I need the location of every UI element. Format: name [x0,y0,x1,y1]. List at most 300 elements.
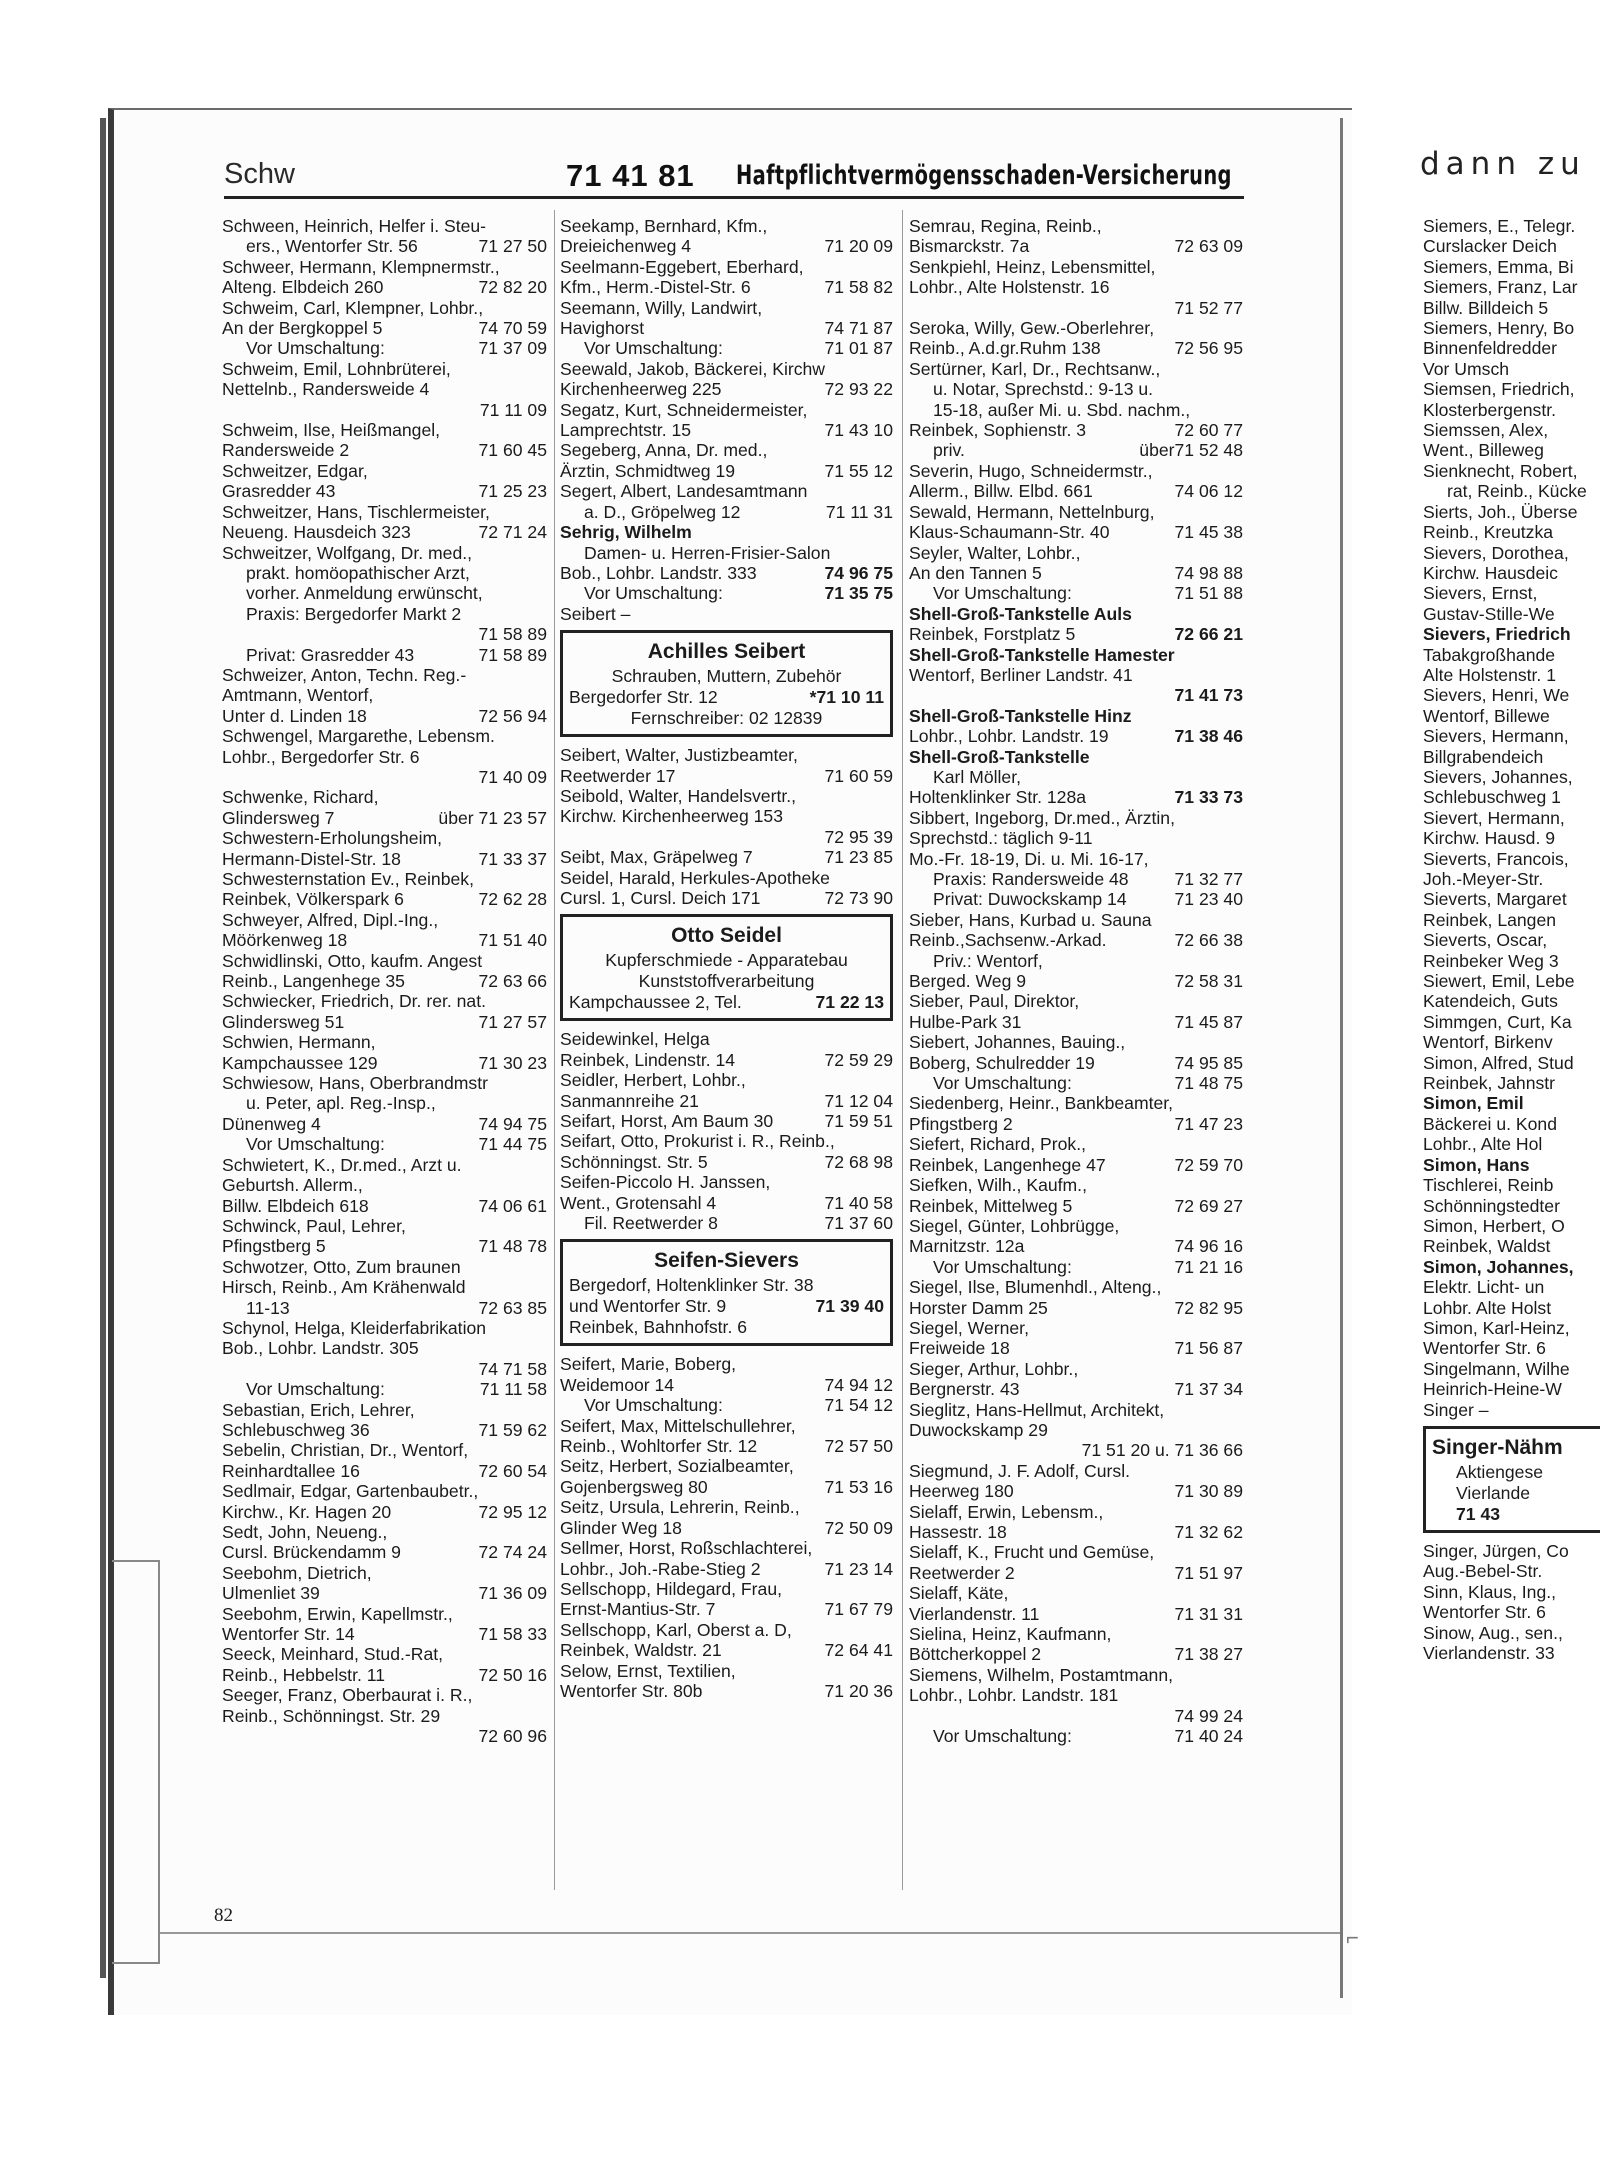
listing-text: Vor Umschaltung: [246,338,385,359]
listing-text: Karl Möller, [933,766,1021,787]
listing-line [222,563,547,583]
ad-phone: 71 22 13 [815,992,884,1013]
listing-text: Seebohm, Erwin, Kapellmstr., [222,1603,453,1624]
listing-line [1423,1257,1600,1277]
listing-line [909,1216,1243,1236]
listing-line [560,1131,893,1151]
listing-line [1423,1298,1600,1318]
listing-phone: 72 74 24 [478,1542,547,1563]
listing-text: ers., Wentorfer Str. 56 [246,236,418,257]
listing-text: Duwockskamp 29 [909,1419,1048,1440]
listing-phone: 71 23 40 [1174,889,1243,910]
listing-text: Dreieichenweg 4 [560,236,692,257]
listing-text: Seeger, Franz, Oberbaurat i. R., [222,1685,473,1706]
listing-line [222,787,547,807]
listing-line [909,1706,1243,1726]
listing-line [222,604,547,624]
listing-text: Schwengel, Margarethe, Lebensm. [222,726,495,747]
listing-phone: 72 60 96 [478,1726,547,1747]
ad-line: Schrauben, Muttern, Zubehör [611,666,842,687]
listing-text: Siefert, Richard, Prok., [909,1134,1086,1155]
listing-text: Holtenklinker Str. 128a [909,787,1087,808]
listing-line [1423,522,1600,542]
listing-line [1423,1318,1600,1338]
listing-line [909,1338,1243,1358]
listing-text: Seifart, Otto, Prokurist i. R., Reinb., [560,1131,835,1152]
listing-text: Semrau, Regina, Reinb., [909,216,1102,236]
listing-phone: 71 11 58 [479,1379,547,1400]
listing-text: Schwotzer, Otto, Zum braunen [222,1256,461,1277]
listing-text: Schweitzer, Wolfgang, Dr. med., [222,542,473,563]
listing-text: Sehrig, Wilhelm [560,522,692,543]
listing-phone: 71 59 62 [478,1419,547,1440]
listing-line [222,1114,547,1134]
listing-text: Berged. Weg 9 [909,971,1027,992]
listing-line [222,930,547,950]
listing-phone: 71 20 09 [824,236,893,257]
listing-text: Vierlandenstr. 11 [909,1603,1040,1624]
listing-line [1423,277,1600,297]
listing-line [909,440,1243,460]
listing-text: Sebelin, Christian, Dr., Wentorf, [222,1440,469,1461]
listing-line [560,1050,893,1070]
listing-text: Schönningst. Str. 5 [560,1151,708,1172]
listing-line [1423,1379,1600,1399]
listing-line [222,1706,547,1726]
listing-text: Seidel, Harald, Herkules-Apotheke [560,867,830,888]
listing-text: Wentorfer Str. 6 [1423,1338,1546,1359]
listing-text: vorher. Anmeldung erwünscht, [246,583,483,604]
listing-line [909,1542,1243,1562]
listing-phone: 72 93 22 [824,379,893,400]
listing-line [560,1620,893,1640]
listing-phone: 72 82 20 [478,277,547,298]
listing-phone: 71 30 23 [478,1052,547,1073]
listing-phone: 71 36 09 [478,1583,547,1604]
listing-line [560,868,893,888]
listing-line [909,604,1243,624]
listing-text: Segeberg, Anna, Dr. med., [560,440,768,461]
listing-phone: 71 51 97 [1174,1562,1243,1583]
listing-text: Siemssen, Alex, [1423,420,1549,441]
listing-line [222,951,547,971]
listing-line [1423,236,1600,256]
listing-line [909,1012,1243,1032]
listing-text: Siegel, Werner, [909,1317,1029,1338]
listing-text: Tischlerei, Reinb [1423,1175,1554,1196]
listing-line [222,1053,547,1073]
listing-line [222,277,547,297]
listing-phone: 71 60 45 [478,440,547,461]
listing-text: Unter d. Linden 18 [222,705,367,726]
listing-text: Weidemoor 14 [560,1374,675,1395]
listing-phone: 72 58 31 [1174,971,1243,992]
listing-text: Grasredder 43 [222,481,336,502]
listing-text: Nettelnb., Randersweide 4 [222,379,430,400]
listing-text: Reinbek, Langenhege 47 [909,1154,1106,1175]
listing-phone: 72 50 16 [478,1664,547,1685]
ad-otto-seidel [560,914,893,1021]
listing-text: Schweer, Hermann, Klempnermstr., [222,256,500,277]
listing-text: Ernst-Mantius-Str. 7 [560,1599,716,1620]
listing-text: Went., Grotensahl 4 [560,1192,717,1213]
listing-line [909,1196,1243,1216]
listing-line [222,461,547,481]
listing-text: Bob., Lohbr. Landstr. 333 [560,562,757,583]
listing-line [1423,461,1600,481]
listing-line [222,1481,547,1501]
listing-line [222,298,547,318]
ad-line: Reinbek, Bahnhofstr. 6 [569,1317,748,1338]
column-divider [554,210,555,1890]
listing-line [1423,1196,1600,1216]
listing-phone: 71 37 09 [478,338,547,359]
column-divider [902,210,903,1890]
listing-text: Schwietert, K., Dr.med., Arzt u. [222,1154,462,1175]
listing-phone: 71 45 87 [1174,1011,1243,1032]
listing-line [909,1522,1243,1542]
listing-line [222,1318,547,1338]
listing-line [222,1400,547,1420]
listing-line [560,1681,893,1701]
listing-text: Billgrabendeich [1423,746,1544,767]
listing-text: Sinow, Aug., sen., [1423,1622,1563,1643]
listing-line [1423,1643,1600,1663]
listing-line [1423,1623,1600,1643]
listing-line [1423,624,1600,644]
ad-line: Kunststoffverarbeitung [638,971,815,992]
listing-line [222,706,547,726]
listing-line [560,1559,893,1579]
listing-text: rat, Reinb., Kücke [1447,481,1587,502]
listing-line [1423,828,1600,848]
listing-phone: 72 66 38 [1174,930,1243,951]
column-d-next-page [1423,216,1600,1663]
listing-phone: 71 58 82 [824,277,893,298]
listing-text: u. Notar, Sprechstd.: 9-13 u. [933,379,1154,400]
listing-line [560,583,893,603]
listing-text: Schönningstedter [1423,1195,1560,1216]
listing-line [222,1644,547,1664]
listing-text: Reinb., Wohltorfer Str. 12 [560,1436,758,1457]
listing-text: Havighorst [560,318,645,339]
listing-text: Heinrich-Heine-W [1423,1379,1562,1400]
listing-line [1423,257,1600,277]
listing-line [560,502,893,522]
listing-phone: 71 41 73 [1174,685,1243,706]
listing-line [909,808,1243,828]
listing-line [222,1032,547,1052]
listing-line [560,1456,893,1476]
listing-line [222,1665,547,1685]
listing-line [909,236,1243,256]
listing-text: Reinhardtallee 16 [222,1460,360,1481]
listing-line [1423,338,1600,358]
listing-line [222,1379,547,1399]
listing-text: Sielina, Heinz, Kaufmann, [909,1624,1112,1645]
listing-text: Severin, Hugo, Schneidermstr., [909,460,1153,481]
listing-phone: 71 32 62 [1174,1522,1243,1542]
listing-line [909,1257,1243,1277]
listing-line [1423,1155,1600,1175]
page-bottom-edge [160,1932,1340,1934]
listing-line [560,1395,893,1415]
listing-line [909,1644,1243,1664]
listing-line [909,502,1243,522]
listing-text: Sebastian, Erich, Lehrer, [222,1399,415,1420]
listing-phone: 71 32 77 [1174,869,1243,889]
listing-line [222,624,547,644]
listing-line [222,1216,547,1236]
listing-line [560,1111,893,1131]
listing-line [560,847,893,867]
listing-line [909,359,1243,379]
listing-line [560,379,893,399]
listing-text: Wentorfer Str. 6 [1423,1602,1546,1623]
listing-line [1423,971,1600,991]
listing-text: Sellschopp, Karl, Oberst a. D, [560,1619,792,1640]
listing-text: Schwidlinski, Otto, kaufm. Angest [222,950,483,971]
listing-text: Hulbe-Park 31 [909,1011,1022,1032]
listing-phone: 71 01 87 [824,338,893,359]
listing-text: Sieger, Arthur, Lohbr., [909,1358,1079,1379]
listing-line [1423,1114,1600,1134]
listing-text: Sievert, Hermann, [1423,807,1565,828]
listing-text: Vor Umschaltung: [584,583,723,604]
listing-text: Seelmann-Eggebert, Eberhard, [560,256,804,277]
listing-text: Horster Damm 25 [909,1297,1048,1318]
listing-line [909,1440,1243,1460]
listing-line [909,1053,1243,1073]
listing-line [222,1298,547,1318]
listing-text: Bob., Lohbr. Landstr. 305 [222,1338,419,1359]
listing-line [909,1298,1243,1318]
listing-line [222,828,547,848]
listing-line [909,726,1243,746]
listing-line [560,786,893,806]
ad-singer [1423,1426,1600,1533]
listing-line [1423,1175,1600,1195]
listing-line [909,1481,1243,1501]
listing-line [560,420,893,440]
listing-line [560,1436,893,1456]
listing-line [909,787,1243,807]
listing-line [1423,502,1600,522]
listing-line [222,685,547,705]
listing-line [222,1461,547,1481]
listing-line [560,318,893,338]
listing-line [909,828,1243,848]
listing-line [1423,563,1600,583]
listing-text: Siebert, Johannes, Bauing., [909,1032,1126,1053]
listing-text: Sievers, Dorothea, [1423,542,1569,563]
listing-line [222,216,547,236]
listing-text: Wentorfer Str. 14 [222,1624,355,1645]
listing-text: prakt. homöopathischer Arzt, [246,562,470,583]
listing-line [222,1502,547,1522]
listing-line [1423,583,1600,603]
listing-line [909,379,1243,399]
listing-line [909,338,1243,358]
listing-text: Wentorf, Billewe [1423,705,1550,726]
listing-text: Shell-Groß-Tankstelle Hamester [909,644,1175,665]
listing-text: Seebohm, Dietrich, [222,1562,372,1583]
listing-text: Reinb., Schönningst. Str. 29 [222,1705,441,1726]
listing-line [909,1359,1243,1379]
listing-phone: über71 52 48 [1139,440,1243,461]
listing-line [909,1400,1243,1420]
listing-line [1423,685,1600,705]
listing-line [909,1583,1243,1603]
listing-line [1423,359,1600,379]
listing-text: Shell-Groß-Tankstelle [909,746,1090,767]
listing-text: Sierts, Joh., Überse [1423,501,1578,522]
listing-line [560,1193,893,1213]
ad-address-row [569,687,884,708]
listing-text: Cursl. 1, Cursl. Deich 171 [560,887,761,908]
listing-line [560,338,893,358]
listing-text: Privat: Duwockskamp 14 [933,889,1127,910]
listing-text: Vor Umschaltung: [933,1073,1072,1094]
listing-text: Lamprechtstr. 15 [560,420,692,441]
listing-text: Reinb., Kreutzka [1423,522,1554,543]
ad-address-row [569,992,884,1013]
listing-line [909,685,1243,705]
listing-text: Reinb., Langenhege 35 [222,971,405,992]
listing-text: Praxis: Bergedorfer Markt 2 [246,603,462,624]
listing-text: Siemers, Emma, Bi [1423,256,1574,277]
listing-line [909,1665,1243,1685]
listing-line [222,236,547,256]
listing-phone: 71 59 51 [824,1111,893,1131]
ad-title: Singer-Nähm [1432,1435,1563,1459]
listing-text: Vor Umschaltung: [933,583,1072,604]
header-advertisement: Haftpflichtvermögensschaden-Versicherung [736,160,1232,191]
listing-line [560,359,893,379]
listing-text: Lohbr., Lohbr. Landstr. 181 [909,1685,1119,1706]
listing-phone: 71 53 16 [824,1476,893,1497]
listing-line [560,543,893,563]
listing-phone: 71 23 85 [824,847,893,868]
listing-phone: 71 30 89 [1174,1481,1243,1502]
listing-text: Hermann-Distel-Str. 18 [222,848,401,869]
listing-phone: 71 58 89 [478,644,547,665]
listing-text: Bäckerei u. Kond [1423,1113,1557,1134]
ad-line: Kupferschmiede - Apparatebau [605,950,848,971]
listing-line [560,1416,893,1436]
listing-line [909,563,1243,583]
listing-line [1423,481,1600,501]
listing-line [1423,1541,1600,1561]
listing-phone: 72 71 24 [478,522,547,543]
listing-phone: 72 50 09 [824,1517,893,1538]
listing-text: Schween, Heinrich, Helfer i. Steu- [222,216,487,236]
listing-phone: 71 58 89 [478,624,547,645]
listing-text: Sellschopp, Hildegard, Frau, [560,1578,782,1599]
listing-line [909,318,1243,338]
listing-line [909,645,1243,665]
listing-phone: 72 63 66 [478,971,547,992]
listing-phone: 71 25 23 [478,481,547,502]
listing-text: Schwenke, Richard, [222,787,379,808]
listing-text: Schwiesow, Hans, Oberbrandmstr [222,1073,488,1094]
listing-line [222,502,547,522]
listing-line [909,257,1243,277]
listing-line [560,236,893,256]
listing-text: Böttcherkoppel 2 [909,1644,1042,1665]
listing-line [560,766,893,786]
listing-line [909,1604,1243,1624]
listing-line [1423,1561,1600,1581]
listing-line [560,216,893,236]
listing-line [909,991,1243,1011]
listing-line [222,1726,547,1746]
listing-line [560,1538,893,1558]
listing-line [560,522,893,542]
ad-phone: 71 43 [1456,1503,1501,1524]
listing-text: Simmgen, Curt, Ka [1423,1011,1572,1032]
listing-phone: 71 56 87 [1174,1338,1243,1359]
listing-line [222,1338,547,1358]
listing-text: Seifen-Piccolo H. Janssen, [560,1172,771,1193]
listing-line [909,869,1243,889]
listing-line [222,645,547,665]
listing-text: Schweim, Ilse, Heißmangel, [222,420,441,441]
listing-phone: 71 47 23 [1174,1113,1243,1134]
listing-phone: 72 59 29 [824,1049,893,1070]
listing-line [560,745,893,765]
listing-text: Joh.-Meyer-Str. [1423,869,1544,889]
listing-text: Curslacker Deich [1423,236,1557,257]
listing-text: Geburtsh. Allerm., [222,1175,363,1196]
listing-text: Hirsch, Reinb., Am Krähenwald [222,1277,466,1298]
listing-line [560,1518,893,1538]
listing-line [909,277,1243,297]
listing-text: Siewert, Emil, Lebe [1423,971,1575,992]
listing-line [909,624,1243,644]
ad-line: Kampchaussee 2, Tel. [569,992,742,1013]
listing-line [222,1093,547,1113]
listing-phone: 71 21 16 [1174,1256,1243,1277]
listing-line [1423,930,1600,950]
listing-line [1423,1277,1600,1297]
listing-text: Seibert – [560,603,631,624]
listing-line [222,1236,547,1256]
listing-text: Sielaff, Käte, [909,1583,1009,1604]
listing-text: Freiweide 18 [909,1338,1010,1359]
listing-line [1423,1338,1600,1358]
listing-text: Schwestern-Erholungsheim, [222,828,443,849]
listing-text: Sellmer, Horst, Roßschlachterei, [560,1538,813,1559]
listing-line [222,400,547,420]
listing-text: Siemsen, Friedrich, [1423,379,1575,400]
listing-line [222,481,547,501]
listing-text: Sievers, Friedrich [1423,624,1571,645]
listing-text: Reinbek, Langen [1423,909,1557,930]
listing-line [222,889,547,909]
listing-text: Praxis: Randersweide 48 [933,869,1129,889]
listing-text: Kirchw. Hausd. 9 [1423,828,1556,849]
listing-line [1423,1359,1600,1379]
listing-line [1423,808,1600,828]
listing-line [222,910,547,930]
listing-phone: 71 33 37 [478,848,547,869]
listing-text: Mo.-Fr. 18-19, Di. u. Mi. 16-17, [909,848,1149,869]
listing-phone: 71 55 12 [824,460,893,481]
listing-phone: 72 60 77 [1174,420,1243,441]
listing-line [222,543,547,563]
listing-text: Lohbr., Alte Holstenstr. 16 [909,277,1110,298]
